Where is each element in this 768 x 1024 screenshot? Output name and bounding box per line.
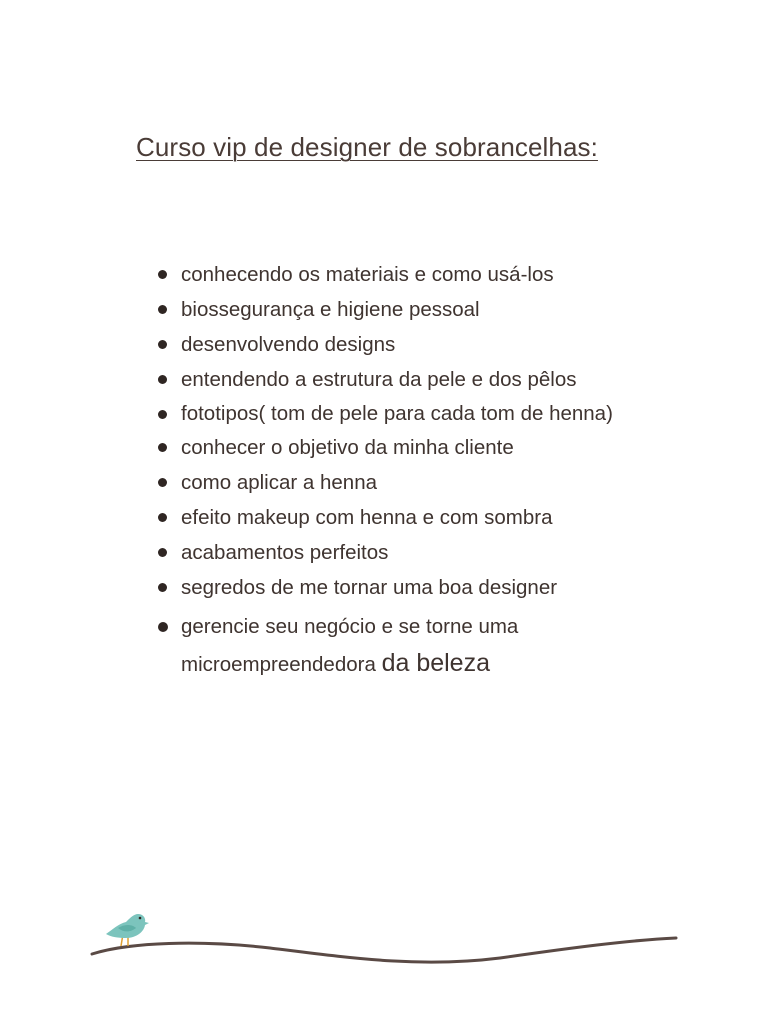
list-item	[156, 292, 636, 327]
list-item	[156, 500, 636, 535]
list-item	[156, 608, 636, 683]
list-item-text: biossegurança e higiene pessoal	[181, 298, 480, 321]
bullet-icon	[158, 305, 167, 314]
bullet-icon	[158, 478, 167, 487]
bird-on-branch-icon	[0, 890, 768, 980]
list-item	[156, 362, 636, 397]
bullet-icon	[158, 340, 167, 349]
list-item-text: conhecendo os materiais e como usá-los	[181, 263, 554, 286]
list-item	[156, 465, 636, 500]
list-item	[156, 430, 636, 465]
page-title: Curso vip de designer de sobrancelhas:	[136, 132, 598, 162]
bullet-icon	[158, 583, 167, 592]
list-item-text: segredos de me tornar uma boa designer	[181, 576, 558, 599]
list-item	[156, 535, 636, 570]
list-item-text: como aplicar a henna	[181, 471, 378, 494]
bullet-icon	[158, 513, 167, 522]
bullet-icon	[158, 410, 167, 419]
list-item-text: desenvolvendo designs	[181, 333, 396, 356]
list-item	[156, 327, 636, 362]
bullet-icon	[158, 270, 167, 279]
list-item-text: acabamentos perfeitos	[181, 541, 389, 564]
list-item-text: gerencie seu negócio e se torne uma microempreendedora	[181, 615, 519, 676]
bullet-icon	[158, 443, 167, 452]
list-item-text: efeito makeup com henna e com sombra	[181, 506, 553, 529]
list-item	[156, 397, 636, 430]
list-item	[156, 570, 636, 605]
list-item-text: fototipos( tom de pele para cada tom de henna)	[181, 402, 613, 425]
branch-line	[92, 938, 676, 962]
bullet-icon	[158, 548, 167, 557]
topic-list	[156, 257, 636, 683]
list-item-text-large: da beleza	[381, 649, 490, 677]
bullet-icon	[158, 622, 168, 632]
list-item-text: entendendo a estrutura da pele e dos pêlos	[181, 368, 577, 391]
list-item	[156, 257, 636, 292]
list-item-text: conhecer o objetivo da minha cliente	[181, 436, 514, 459]
bullet-icon	[158, 375, 167, 384]
